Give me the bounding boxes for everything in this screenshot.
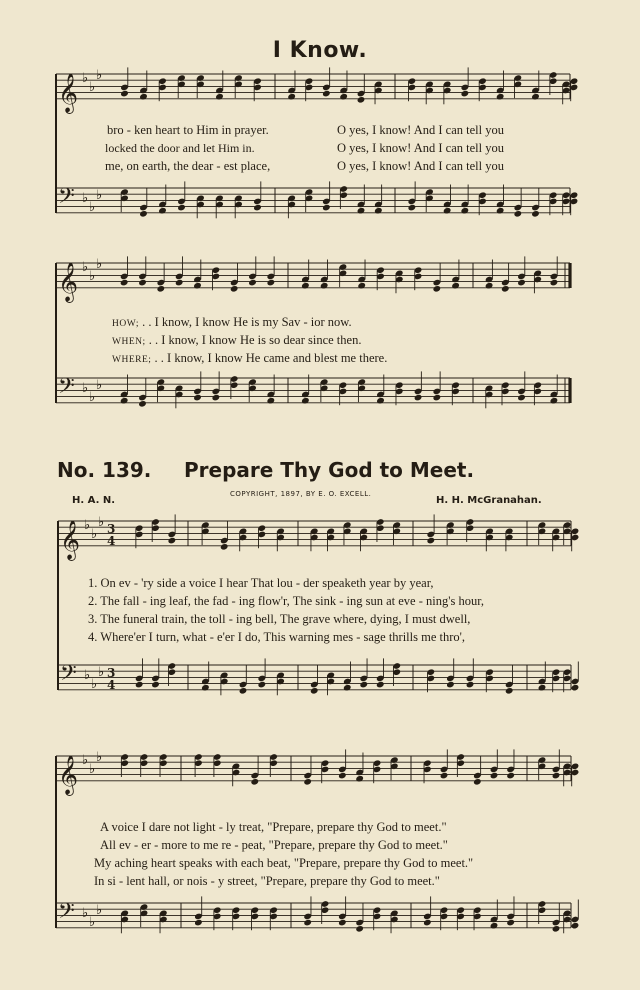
flat-sign: ♭ [89,269,96,284]
notehead [376,397,385,405]
notehead [175,279,184,287]
notehead [423,919,432,927]
notehead [531,93,540,101]
notehead [408,204,417,212]
verse-line: 1. On ev - 'ry side a voice I hear That lou - der speaketh year by year, [88,576,434,590]
notehead [230,285,239,293]
notehead [138,400,147,408]
lyric-caps: WHERE; [112,355,152,365]
lyric-line [112,315,352,330]
notehead [506,772,515,780]
notehead [310,687,319,695]
lyric-caps: HOW; [112,319,139,329]
flat-sign: ♭ [96,903,103,918]
flat-sign: ♭ [82,753,89,768]
notehead [514,210,523,218]
notehead [138,279,147,287]
notehead [443,207,452,215]
lyric-line: me, on earth, the dear - est place, [105,159,271,173]
notehead [338,919,347,927]
flat-sign: ♭ [96,378,103,393]
notehead [517,394,526,402]
treble-clef: 𝄞 [60,519,81,560]
notehead [550,397,559,405]
notehead [571,922,580,930]
time-signature: 4 [107,678,116,692]
verse-line: 4. Where'er I turn, what - e'er I do, This warning mes - sage thrills me thro', [88,630,466,644]
flat-sign: ♭ [89,762,96,777]
flat-sign: ♭ [82,381,89,396]
lyric-line: O yes, I know! And I can tell you [337,141,504,155]
notehead [357,282,366,290]
refrain-line: A voice I dare not light - ly treat, "Prepare, prepare thy God to meet." [100,820,447,834]
notehead [461,207,470,215]
lyric-line [112,351,387,366]
flat-sign: ♭ [84,668,91,683]
notehead [220,543,229,551]
notehead [177,204,186,212]
notehead [490,772,499,780]
notehead [538,684,547,692]
flat-sign: ♭ [82,191,89,206]
verse-line: 3. The funeral train, the toll - ing bell, The grave where, dying, I must dwell, [88,612,471,626]
notehead [433,394,442,402]
flat-sign: ♭ [89,80,96,95]
notehead [267,397,276,405]
notehead [139,93,148,101]
notehead [550,279,559,287]
notehead [267,279,276,287]
notehead [287,93,296,101]
hymn-number: No. 139. [57,458,152,482]
time-signature: 3 [107,666,116,680]
notehead [193,394,202,402]
notehead [506,919,515,927]
hymn-title-i-know: I Know. [272,38,368,63]
notehead [239,687,248,695]
notehead [517,279,526,287]
treble-clef: 𝄞 [58,754,79,795]
notehead [531,210,540,218]
flat-sign: ♭ [89,200,96,215]
notehead [194,919,203,927]
notehead [496,93,505,101]
refrain-line: My aching heart speaks with each beat, "Prepare, prepare thy God to meet." [94,856,474,870]
lyric-rest: . . I know, I know He is my Sav - ior now. [138,315,352,329]
lyric-caps: WHEN; [112,337,146,347]
bass-clef: 𝄢 [58,374,75,404]
notehead [552,772,561,780]
treble-clef: 𝄞 [58,261,79,302]
hymn-title: Prepare Thy God to Meet. [184,458,475,482]
notehead [440,772,449,780]
lyric-line: O yes, I know! And I can tell you [337,159,504,173]
notehead [496,207,505,215]
notehead [322,204,331,212]
notehead [320,282,329,290]
notehead [193,282,202,290]
notehead [376,681,385,689]
flat-sign: ♭ [96,188,103,203]
notehead [168,537,177,545]
notehead [461,90,470,98]
notehead [135,681,144,689]
notehead [357,96,366,104]
notehead [158,207,167,215]
bass-clef: 𝄢 [60,661,77,691]
notehead [212,394,221,402]
notehead [473,778,482,786]
author-credit: H. A. N. [72,495,116,506]
notehead [303,778,312,786]
notehead [426,537,435,545]
notehead [485,282,494,290]
flat-sign: ♭ [98,515,105,530]
notehead [120,279,129,287]
notehead [257,681,266,689]
notehead [151,681,160,689]
notehead [433,285,442,293]
notehead [157,285,166,293]
notehead [414,394,423,402]
flat-sign: ♭ [96,68,103,83]
notehead [303,919,312,927]
notehead [250,778,259,786]
refrain-line: In si - lent hall, or nois - y street, "Prepare, prepare thy God to meet." [94,874,440,888]
treble-clef: 𝄞 [58,72,79,113]
notehead [451,282,460,290]
notehead [339,93,348,101]
notehead [446,681,455,689]
flat-sign: ♭ [82,906,89,921]
notehead [301,282,310,290]
time-signature: 4 [107,534,116,548]
bass-clef: 𝄢 [58,184,75,214]
notehead [357,207,366,215]
notehead [338,772,347,780]
notehead [201,684,210,692]
notehead [505,687,514,695]
time-signature: 3 [107,522,116,536]
notehead [466,681,475,689]
notehead [139,210,148,218]
flat-sign: ♭ [91,677,98,692]
lyric-line: bro - ken heart to Him in prayer. [107,123,269,137]
notehead [571,684,580,692]
flat-sign: ♭ [89,390,96,405]
composer-credit: H. H. McGranahan. [436,495,542,506]
verse-line: 2. The fall - ing leaf, the fad - ing flow'r, The sink - ing sun at eve - ning's hour, [88,594,485,608]
notehead [120,397,129,405]
flat-sign: ♭ [98,665,105,680]
flat-sign: ♭ [91,527,98,542]
notehead [248,279,257,287]
notehead [253,204,262,212]
notehead [374,207,383,215]
lyric-line: locked the door and let Him in. [105,141,255,155]
lyric-line [112,333,361,348]
refrain-line: All ev - er - more to me re - peat, "Prepare, prepare thy God to meet." [100,838,448,852]
notehead [552,925,561,933]
flat-sign: ♭ [96,750,103,765]
notehead [501,285,510,293]
notehead [343,684,352,692]
notehead [359,681,368,689]
flat-sign: ♭ [89,915,96,930]
bass-clef: 𝄢 [58,899,75,929]
notehead [120,90,129,98]
notehead [490,922,499,930]
lyric-line: O yes, I know! And I can tell you [337,123,504,137]
notehead [355,775,364,783]
flat-sign: ♭ [84,518,91,533]
flat-sign: ♭ [82,71,89,86]
lyric-rest: . . I know, I know He is so dear since then. [145,333,362,347]
notehead [301,397,310,405]
notehead [322,90,331,98]
notehead [215,93,224,101]
copyright-notice: COPYRIGHT, 1897, BY E. O. EXCELL. [230,490,372,498]
flat-sign: ♭ [96,257,103,272]
notehead [355,925,364,933]
flat-sign: ♭ [82,260,89,275]
lyric-rest: . . I know, I know He came and blest me there. [151,351,388,365]
